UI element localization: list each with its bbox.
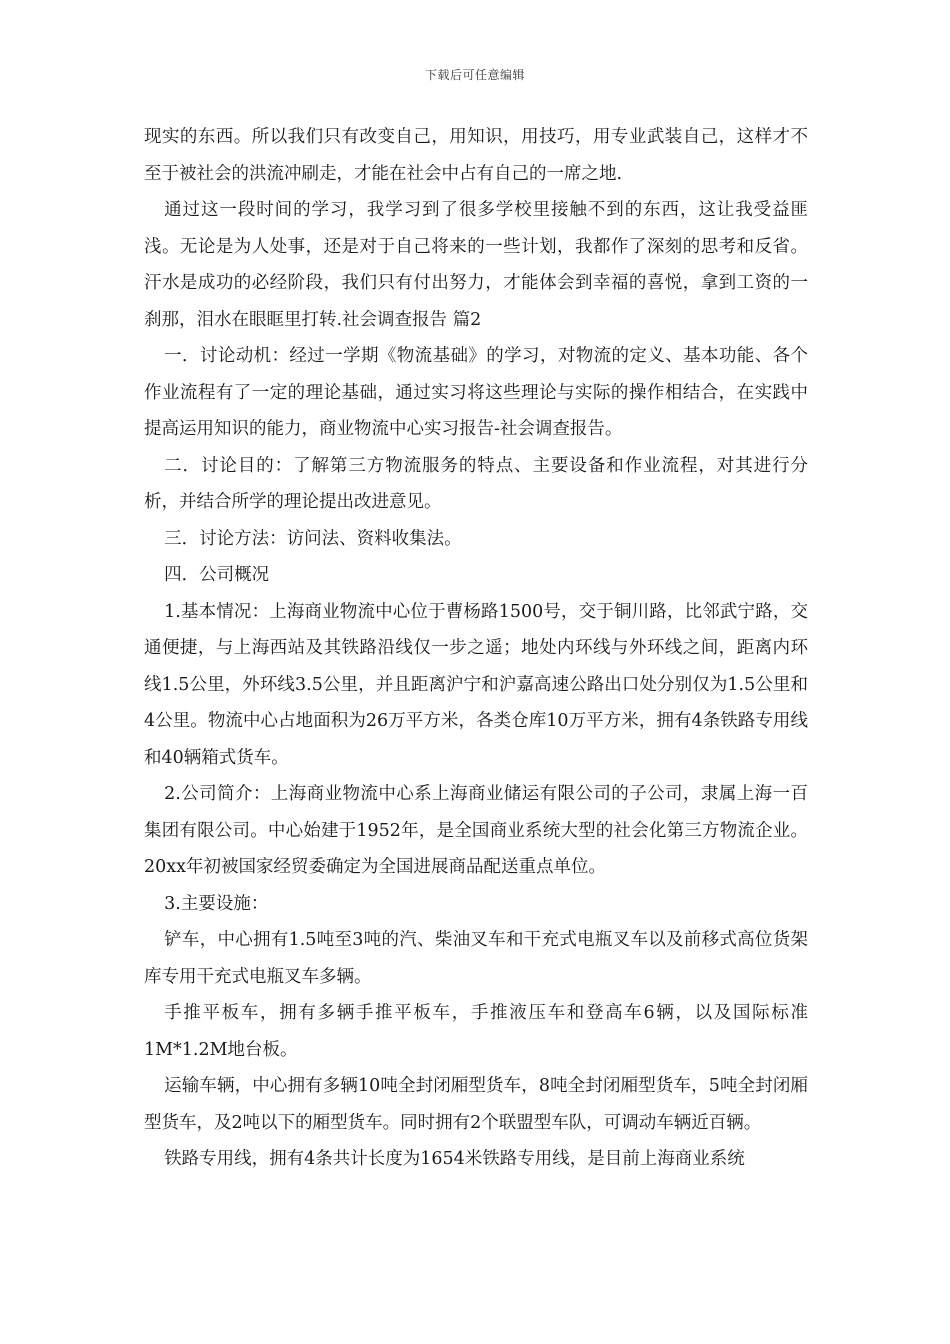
paragraph: 铁路专用线，拥有4条共计长度为1654米铁路专用线，是目前上海商业系统 [164,1149,745,1169]
paragraph: 现实的东西。所以我们只有改变自己，用知识，用技巧，用专业武装自己，这样才不至于被社会的洪流冲刷走，才能在社会中占有自己的一席之地. [144,127,808,184]
section-heading: 四．公司概况 [164,565,270,585]
paragraph: 铲车，中心拥有1.5吨至3吨的汽、柴油叉车和干充式电瓶叉车以及前移式高位货架库专用干充式电瓶叉车多辆。 [144,930,808,987]
paragraph: 通过这一段时间的学习，我学习到了很多学校里接触不到的东西，这让我受益匪浅。无论是为人处事，还是对于自己将来的一些计划，我都作了深刻的思考和反省。汗水是成功的必经阶段，我们只有付出努力，才能体会到幸福的喜悦，拿到工资的一刹那，泪水在眼眶里打转.社会调查报告 篇2 [144,200,808,330]
paragraph: 3.主要设施： [164,893,269,914]
paragraph: 运输车辆，中心拥有多辆10吨全封闭厢型货车，8吨全封闭厢型货车，5吨全封闭厢型货车，及2吨以下的厢型货车。同时拥有2个联盟型车队，可调动车辆近百辆。 [144,1076,808,1133]
paragraph: 1.基本情况：上海商业物流中心位于曹杨路1500号，交于铜川路，比邻武宁路，交通便捷，与上海西站及其铁路沿线仅一步之遥；地处内环线与外环线之间，距离内环线1.5公里，外环线3.5公里，并且距离沪宁和沪嘉高速公路出口处分别仅为1.5公里和4公里。物流中心占地面积为26万平方米，各类仓库10万平方米，拥有4条铁路专用线和40辆箱式货车。 [144,601,808,768]
paragraph: 2.公司简介：上海商业物流中心系上海商业储运有限公司的子公司，隶属上海一百集团有限公司。中心始建于1952年，是全国商业系统大型的社会化第三方物流企业。20xx年初被国家经贸委确定为全国进展商品配送重点单位。 [144,784,808,877]
paragraph: 三．讨论方法：访问法、资料收集法。 [164,528,462,549]
paragraph: 二．讨论目的：了解第三方物流服务的特点、主要设备和作业流程，对其进行分析，并结合所学的理论提出改进意见。 [144,455,808,512]
paragraph: 一．讨论动机：经过一学期《物流基础》的学习，对物流的定义、基本功能、各个作业流程有了一定的理论基础，通过实习将这些理论与实际的操作相结合，在实践中提高运用知识的能力，商业物流中心实习报告-社会调查报告。 [144,346,808,439]
document-body [144,119,808,1178]
page-header-note: 下载后可任意编辑 [424,68,525,82]
paragraph: 手推平板车，拥有多辆手推平板车，手推液压车和登高车6辆，以及国际标准1M*1.2M地台板。 [144,1003,808,1060]
